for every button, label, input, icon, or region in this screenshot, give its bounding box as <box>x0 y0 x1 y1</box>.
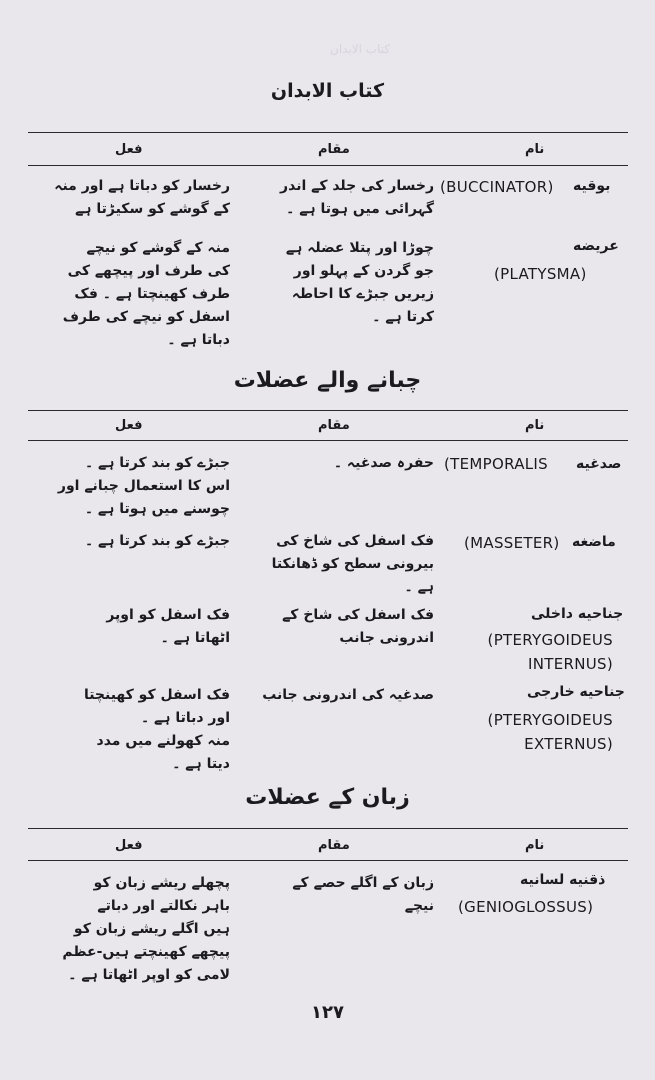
muscle-function: فک اسفل کو کھینچتا اور دباتا ہے ۔ منہ کھولنے میں مدد دیتا ہے ۔ <box>83 687 230 772</box>
muscle-function: پچھلے ریشے زبان کو باہر نکالتے اور دباتے ہیں اگلے ریشے زبان کو پیچھے کھینچتے ہیں-عظم لامی کو اوپر اٹھاتا ہے ۔ <box>62 875 230 983</box>
muscle-name-urdu: صدغیه <box>576 456 622 472</box>
muscle-location: رخسار کی جلد کے اندر گہرائی میں ہوتا ہے ۔ <box>280 178 434 217</box>
muscle-location: فک اسفل کی شاخ کے اندرونی جانب <box>282 607 434 646</box>
muscle-function: جبڑے کو بند کرتا ہے ۔ اس کا استعمال چبانے اور چوسنے میں ہوتا ہے ۔ <box>57 455 230 517</box>
column-header-function: فعل <box>115 838 143 853</box>
column-header-name: نام <box>525 418 545 433</box>
column-header-function: فعل <box>115 142 143 157</box>
column-header-location: مقام <box>318 142 350 157</box>
muscle-function: رخسار کو دباتا ہے اور منہ کے گوشے کو سکیڑتا ہے <box>54 178 230 217</box>
muscle-location: صدغیہ کی اندرونی جانب <box>262 687 434 703</box>
page-title: كتاب الابدان <box>270 80 385 102</box>
table-top-rule <box>28 410 628 411</box>
page-number: ١٢٧ <box>311 1002 344 1023</box>
muscle-name-urdu: جناحیه داخلی <box>531 606 624 622</box>
header-bottom-rule <box>28 440 628 441</box>
muscle-location: چوڑا اور پتلا عضلہ ہے جو گردن کے پہلو اور زیریں جبڑے کا احاطہ کرتا ہے ۔ <box>285 240 434 325</box>
muscle-function: جبڑے کو بند کرتا ہے ۔ <box>84 533 230 549</box>
header-bottom-rule <box>28 165 628 166</box>
muscle-name-urdu: ماضغه <box>572 534 616 550</box>
muscle-name-latin: (PTERYGOIDEUS EXTERNUS) <box>487 711 613 753</box>
muscle-name-latin: (PTERYGOIDEUS INTERNUS) <box>487 631 613 673</box>
table-top-rule <box>28 828 628 829</box>
muscle-location: فک اسفل کی شاخ کی بیرونی سطح کو ڈھانکتا ہے ۔ <box>271 533 434 595</box>
header-bottom-rule <box>28 860 628 861</box>
muscle-name-urdu: عریضه <box>573 238 619 254</box>
section-title-chewing-muscles: چبانے والے عضلات <box>233 368 422 393</box>
section-title-tongue-muscles: زبان کے عضلات <box>245 785 410 810</box>
muscle-name-urdu: ذقنیه لسانیه <box>520 872 606 888</box>
muscle-name-latin: (MASSETER) <box>464 534 560 552</box>
muscle-name-latin: (BUCCINATOR) <box>440 178 554 196</box>
column-header-function: فعل <box>115 418 143 433</box>
muscle-function: منہ کے گوشے کو نیچے کی طرف اور پیچھے کی طرف کھینچتا ہے ۔ فک اسفل کو نیچے کی طرف دباتا ہے ۔ <box>62 240 230 348</box>
muscle-name-latin: (PLATYSMA) <box>494 265 587 283</box>
muscle-name-urdu: جناحیه خارجی <box>527 684 625 700</box>
muscle-name-latin: (TEMPORALIS <box>444 455 548 473</box>
muscle-function: فک اسفل کو اوپر اٹھاتا ہے ۔ <box>106 607 230 646</box>
muscle-location: زبان کے اگلے حصے کے نیچے <box>292 875 434 914</box>
column-header-name: نام <box>525 142 545 157</box>
column-header-location: مقام <box>318 418 350 433</box>
muscle-name-urdu: بوقیه <box>573 178 611 194</box>
column-header-location: مقام <box>318 838 350 853</box>
muscle-location: حفرہ صدغیہ ۔ <box>333 455 434 471</box>
table-top-rule <box>28 132 628 133</box>
column-header-name: نام <box>525 838 545 853</box>
bleed-through-text: کتاب الابدان <box>330 42 391 56</box>
muscle-name-latin: (GENIOGLOSSUS) <box>458 898 594 916</box>
